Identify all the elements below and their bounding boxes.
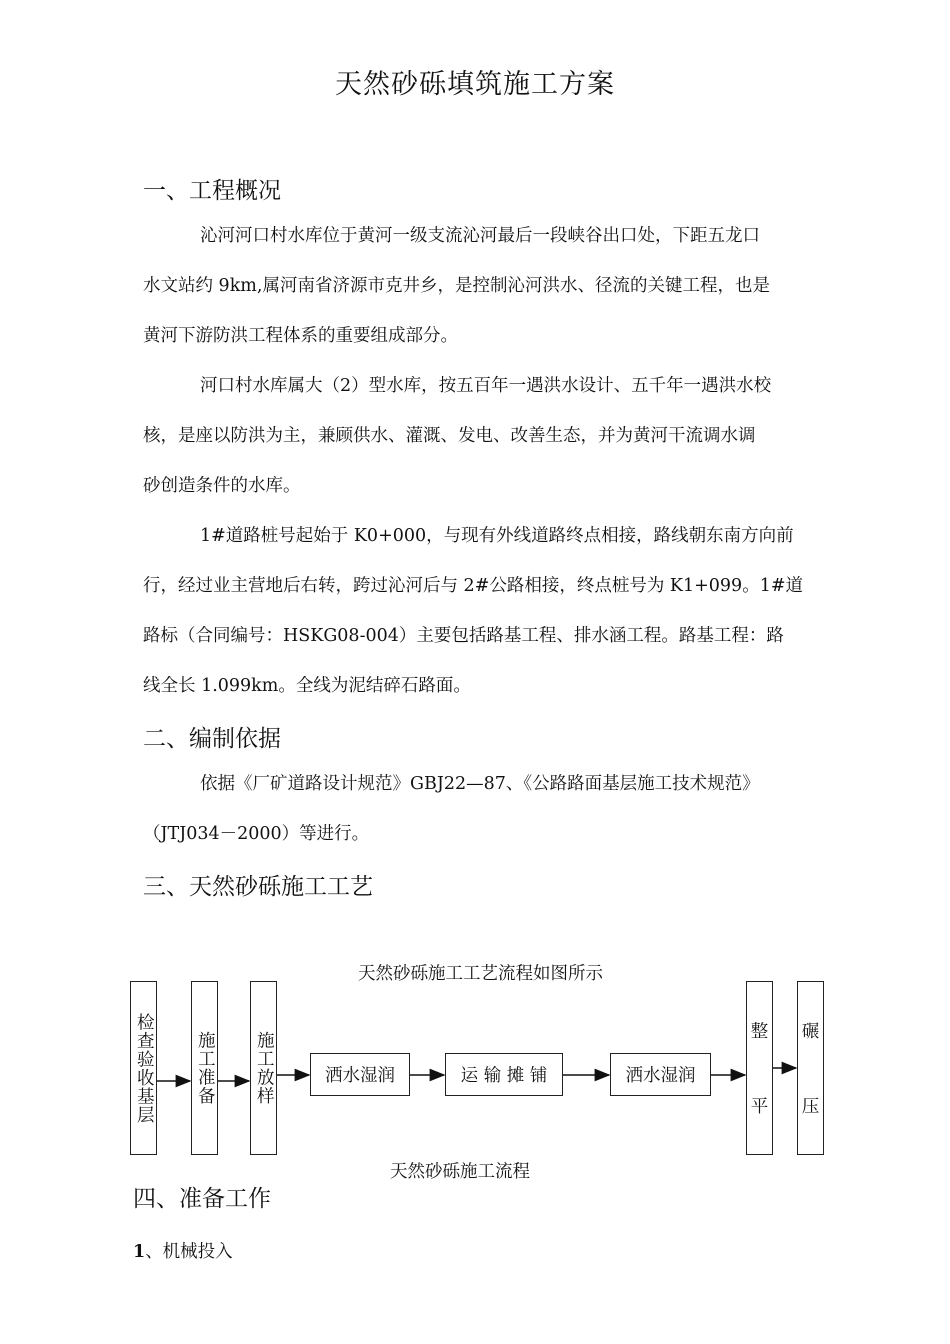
- flow-box-label: 压: [801, 1097, 820, 1117]
- figure-intro: 天然砂砾施工工艺流程如图所示: [358, 964, 603, 984]
- flow-box-label: 平: [750, 1097, 769, 1117]
- paragraph-line: （JTJ034－2000）等进行。: [143, 824, 370, 844]
- paragraph-line: 砂创造条件的水库。: [143, 476, 301, 496]
- paragraph-line: 河口村水库属大（2）型水库，按五百年一遇洪水设计、五千年一遇洪水校: [200, 376, 772, 396]
- paragraph-line: 黄河下游防洪工程体系的重要组成部分。: [143, 326, 458, 346]
- paragraph-line: 行，经过业主营地后右转，跨过沁河后与 2#公路相接，终点桩号为 K1+099。1#道: [143, 576, 803, 596]
- flow-box-label: 运 输 摊 铺: [460, 1066, 548, 1086]
- paragraph-line: 路标（合同编号：HSKG08-004）主要包括路基工程、排水涵工程。路基工程：路: [143, 626, 784, 646]
- list-item-number: 1: [133, 1242, 146, 1262]
- flow-box-label: 检查验收基层: [134, 1012, 155, 1124]
- flow-box-label: 洒水湿润: [625, 1066, 696, 1086]
- paragraph-line: 1#道路桩号起始于 K0+000，与现有外线道路终点相接，路线朝东南方向前: [200, 526, 794, 546]
- flow-box-label: 施工准备: [195, 1031, 216, 1105]
- paragraph-line: 核，是座以防洪为主，兼顾供水、灌溉、发电、改善生态，并为黄河干流调水调: [143, 426, 756, 446]
- document-title: 天然砂砾填筑施工方案: [335, 69, 615, 100]
- list-item: [133, 1238, 233, 1263]
- section-heading-process: 三、天然砂砾施工工艺: [143, 874, 373, 900]
- paragraph-line: 水文站约 9km,属河南省济源市克井乡，是控制沁河洪水、径流的关键工程，也是: [143, 276, 770, 296]
- section-heading-overview: 一、工程概况: [143, 178, 281, 204]
- figure-caption: 天然砂砾施工流程: [390, 1162, 530, 1182]
- flow-box-label: 洒水湿润: [325, 1066, 395, 1086]
- flow-box-label: 碾: [801, 1022, 820, 1042]
- section-heading-basis: 二、编制依据: [143, 726, 281, 752]
- paragraph-line: 线全长 1.099km。全线为泥结碎石路面。: [143, 676, 471, 696]
- flow-box-label: 整: [750, 1022, 769, 1042]
- paragraph-line: 沁河河口村水库位于黄河一级支流沁河最后一段峡谷出口处，下距五龙口: [200, 226, 760, 246]
- paragraph-line: 依据《厂矿道路设计规范》GBJ22—87、《公路路面基层施工技术规范》: [200, 774, 760, 794]
- flow-box-label: 施工放样: [254, 1031, 275, 1105]
- list-item-text: 、机械投入: [145, 1242, 233, 1262]
- section-heading-preparation: 四、准备工作: [133, 1186, 271, 1212]
